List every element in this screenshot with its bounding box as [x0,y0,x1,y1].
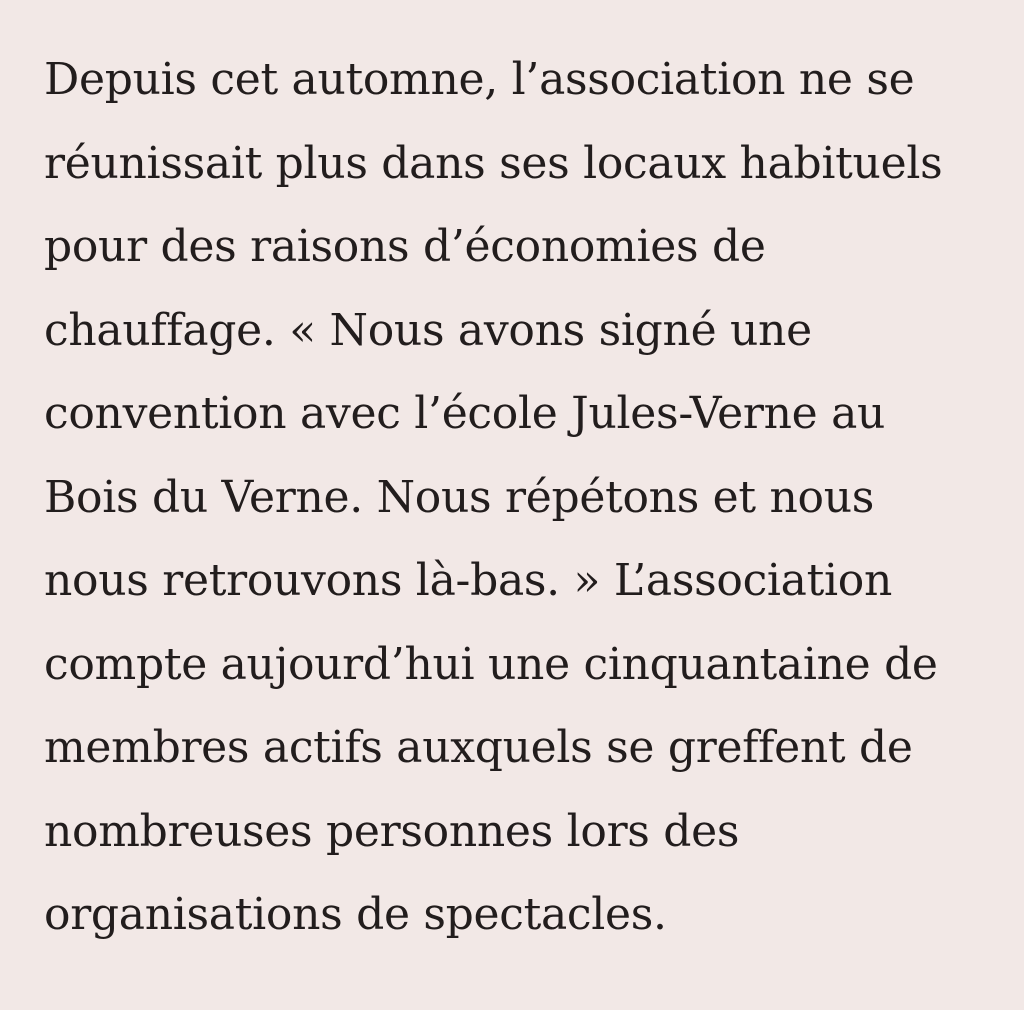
paragraph-line: Depuis cet automne, l’association ne se [44,54,915,105]
paragraph-line: nous retrouvons là-bas. » L’association [44,555,892,606]
paragraph-line: nombreuses personnes lors des [44,805,740,857]
paragraph-line: Bois du Verne. Nous répétons et nous [44,471,875,523]
paragraph-line: organisations de spectacles. [44,889,667,940]
paragraph-line: chauffage. « Nous avons signé une [44,304,812,356]
paragraph-line: convention avec l’école Jules-Verne au [44,388,886,439]
paragraph-line: réunissait plus dans ses locaux habituels [44,137,943,189]
article-paragraph [44,38,1014,957]
paragraph-line: compte aujourd’hui une cinquantaine de [44,638,938,690]
paragraph-line: membres actifs auxquels se greffent de [44,722,913,773]
paragraph-line: pour des raisons d’économies de [44,221,766,272]
